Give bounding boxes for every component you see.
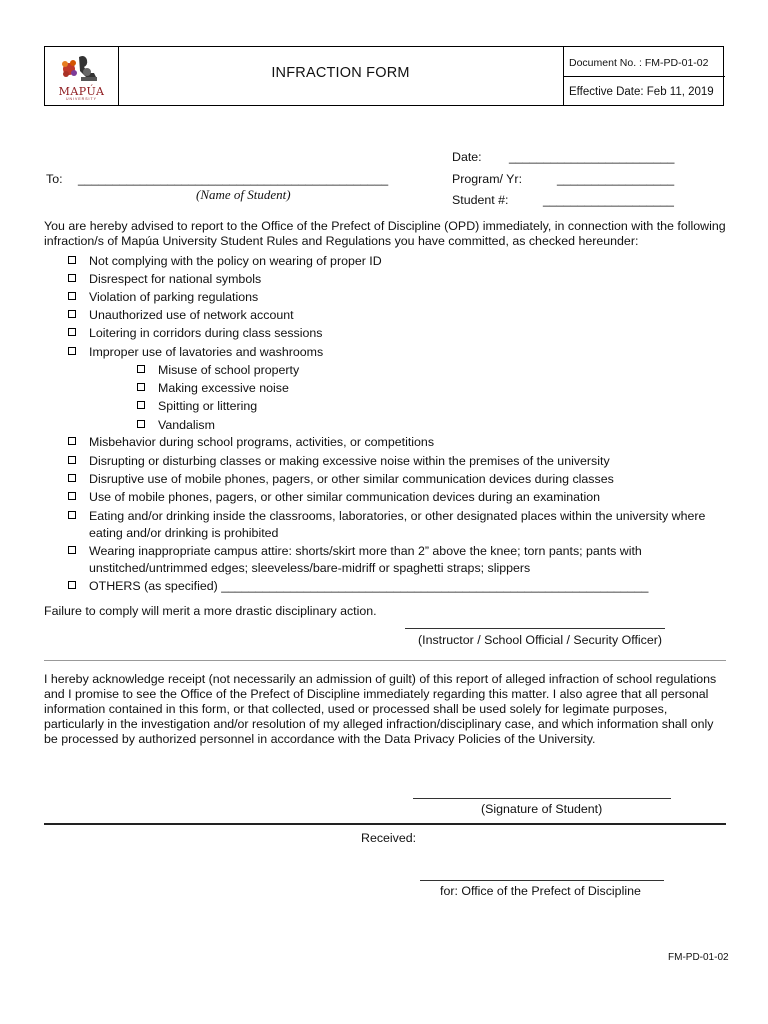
- logo-wordmark: MAPÚA: [58, 85, 105, 98]
- signature-caption: (Signature of Student): [481, 802, 603, 816]
- ack-line-1: I hereby acknowledge receipt (not necessarily an admission of guilt) of this report of alleged infraction of school regulations: [44, 672, 717, 686]
- footer-code: FM-PD-01-02: [668, 952, 729, 963]
- date-label: Date:: [452, 150, 482, 164]
- checkbox[interactable]: [68, 274, 76, 282]
- checkbox[interactable]: [137, 365, 145, 373]
- student-number-field[interactable]: ___________________: [543, 193, 674, 207]
- form-title: INFRACTION FORM: [271, 65, 410, 81]
- cell-divider: [564, 76, 725, 77]
- ack-line-3: information contained in this form, or that collected, used or processed shall be used solely for legimate purposes,: [44, 702, 668, 716]
- program-label: Program/ Yr:: [452, 172, 523, 186]
- student-signature-line[interactable]: [413, 798, 671, 799]
- intro-line-2: infraction/s of Mapúa University Student Rules and Regulations you have committed, as checked hereunder:: [44, 234, 639, 248]
- date-field[interactable]: ________________________: [509, 150, 675, 164]
- checkbox[interactable]: [137, 383, 145, 391]
- logo-subtext: UNIVERSITY: [65, 97, 97, 101]
- instructor-caption: (Instructor / School Official / Security Officer): [418, 633, 662, 647]
- checkbox[interactable]: [68, 292, 76, 300]
- opd-caption: for: Office of the Prefect of Discipline: [440, 884, 641, 898]
- checkbox[interactable]: [68, 256, 76, 264]
- bottom-divider: [44, 823, 726, 825]
- checkbox[interactable]: [68, 546, 76, 554]
- checkbox[interactable]: [137, 420, 145, 428]
- received-label: Received:: [361, 831, 417, 845]
- failure-notice: Failure to comply will merit a more drastic disciplinary action.: [44, 604, 377, 618]
- form-header: [44, 46, 724, 106]
- logo-cell: [45, 47, 119, 105]
- checkbox[interactable]: [68, 492, 76, 500]
- section-divider: [44, 660, 726, 661]
- checkbox[interactable]: [68, 581, 76, 589]
- document-number: Document No. : FM-PD-01-02: [569, 57, 709, 69]
- opd-signature-line[interactable]: [420, 880, 664, 881]
- name-caption: (Name of Student): [196, 187, 291, 202]
- checkbox[interactable]: [137, 401, 145, 409]
- ack-line-4: particularly in the investigation and/or resolution of my alleged infraction/disciplinary case, and which information shall only: [44, 717, 714, 731]
- effective-date: Effective Date: Feb 11, 2019: [569, 86, 714, 98]
- program-field[interactable]: _________________: [557, 172, 675, 186]
- intro-line-1: You are hereby advised to report to the Office of the Prefect of Discipline (OPD) immediately, in connection with the following: [44, 219, 726, 233]
- student-name-field[interactable]: _____________________________________________: [78, 172, 389, 186]
- ack-line-5: be processed by authorized personnel in accordance with the Data Privacy Policies of the University.: [44, 732, 596, 746]
- instructor-signature-line[interactable]: [405, 628, 665, 629]
- checkbox[interactable]: [68, 511, 76, 519]
- checkbox[interactable]: [68, 474, 76, 482]
- checkbox[interactable]: [68, 456, 76, 464]
- checkbox[interactable]: [68, 347, 76, 355]
- ack-line-2: and I promise to see the Office of the Prefect of Discipline immediately regarding this matter. I also agree that all personal: [44, 687, 709, 701]
- to-label: To:: [46, 172, 63, 186]
- document-info-cell: [563, 47, 725, 105]
- checkbox[interactable]: [68, 328, 76, 336]
- checkbox[interactable]: [68, 310, 76, 318]
- student-number-label: Student #:: [452, 193, 509, 207]
- checkbox[interactable]: [68, 437, 76, 445]
